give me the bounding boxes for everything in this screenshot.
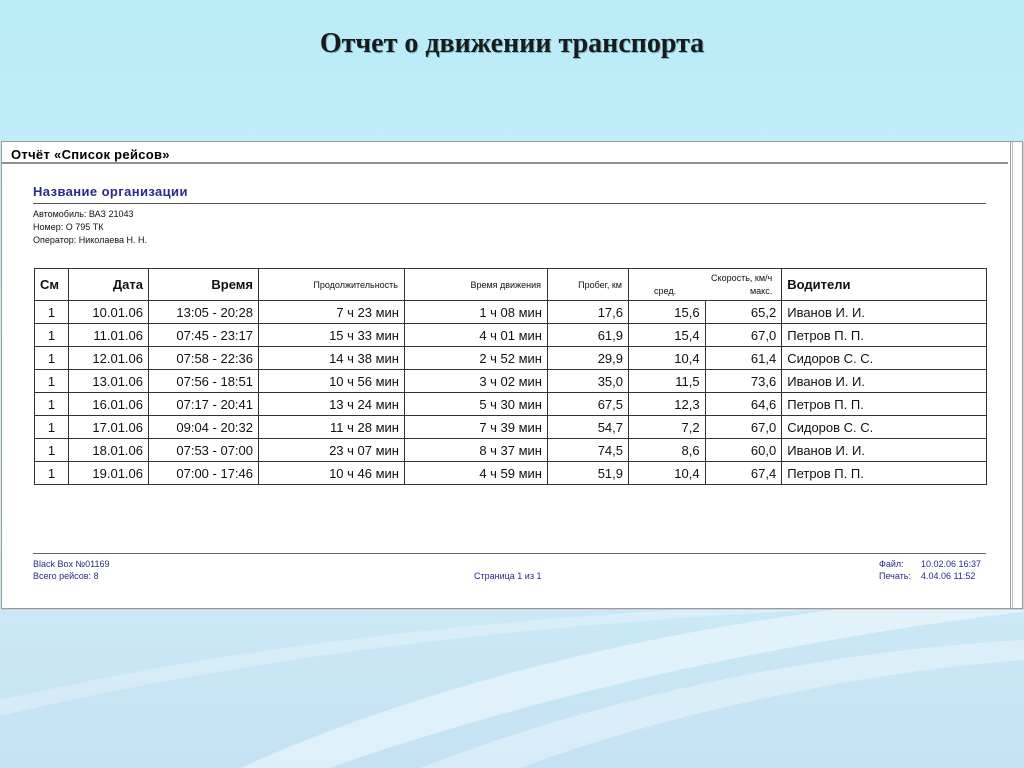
cell-moving-time: 2 ч 52 мин (405, 347, 548, 370)
col-drivers: Водители (782, 269, 987, 301)
file-date (879, 559, 981, 569)
cell-moving-time: 4 ч 59 мин (405, 462, 548, 485)
table-row (35, 393, 987, 416)
col-moving-time: Время движения (405, 269, 548, 301)
table-row (35, 439, 987, 462)
cell-shift: 1 (35, 462, 69, 485)
cell-shift: 1 (35, 393, 69, 416)
organization-divider (33, 203, 986, 204)
cell-speed-avg: 11,5 (629, 370, 706, 393)
cell-time: 07:53 - 07:00 (149, 439, 259, 462)
cell-time: 07:56 - 18:51 (149, 370, 259, 393)
cell-date: 17.01.06 (69, 416, 149, 439)
speed-max-label: макс. (749, 285, 773, 296)
print-label: Печать: (879, 571, 911, 581)
cell-shift: 1 (35, 370, 69, 393)
page-indicator: Страница 1 из 1 (474, 571, 542, 581)
cell-speed-max: 60,0 (705, 439, 782, 462)
cell-time: 09:04 - 20:32 (149, 416, 259, 439)
cell-time: 07:58 - 22:36 (149, 347, 259, 370)
cell-time: 07:17 - 20:41 (149, 393, 259, 416)
cell-shift: 1 (35, 324, 69, 347)
cell-speed-max: 64,6 (705, 393, 782, 416)
cell-distance: 67,5 (548, 393, 629, 416)
cell-driver: Сидоров С. С. (782, 416, 987, 439)
cell-shift: 1 (35, 416, 69, 439)
operator-info: Оператор: Николаева Н. Н. (33, 235, 148, 245)
cell-driver: Иванов И. И. (782, 301, 987, 324)
total-trips: Всего рейсов: 8 (33, 571, 99, 581)
table-row (35, 347, 987, 370)
table-row (35, 416, 987, 439)
cell-duration: 10 ч 46 мин (259, 462, 405, 485)
cell-duration: 14 ч 38 мин (259, 347, 405, 370)
cell-date: 11.01.06 (69, 324, 149, 347)
slide-title: Отчет о движении транспорта (319, 28, 705, 59)
cell-date: 19.01.06 (69, 462, 149, 485)
speed-avg-label: сред. (654, 285, 677, 296)
cell-distance: 51,9 (548, 462, 629, 485)
cell-speed-max: 73,6 (705, 370, 782, 393)
table-row (35, 324, 987, 347)
print-date (879, 571, 975, 581)
cell-distance: 29,9 (548, 347, 629, 370)
cell-distance: 54,7 (548, 416, 629, 439)
cell-shift: 1 (35, 439, 69, 462)
cell-speed-avg: 7,2 (629, 416, 706, 439)
cell-shift: 1 (35, 301, 69, 324)
cell-date: 16.01.06 (69, 393, 149, 416)
table-row (35, 462, 987, 485)
cell-distance: 35,0 (548, 370, 629, 393)
cell-time: 07:45 - 23:17 (149, 324, 259, 347)
cell-speed-avg: 12,3 (629, 393, 706, 416)
col-duration: Продолжительность (259, 269, 405, 301)
cell-driver: Петров П. П. (782, 393, 987, 416)
cell-duration: 23 ч 07 мин (259, 439, 405, 462)
table-row (35, 370, 987, 393)
file-value: 10.02.06 16:37 (921, 559, 982, 569)
cell-driver: Иванов И. И. (782, 370, 987, 393)
cell-moving-time: 8 ч 37 мин (405, 439, 548, 462)
device-id: Black Box №01169 (33, 559, 110, 569)
cell-duration: 11 ч 28 мин (259, 416, 405, 439)
cell-speed-max: 65,2 (705, 301, 782, 324)
print-value: 4.04.06 11:52 (921, 571, 976, 581)
caption-divider (2, 162, 1008, 164)
cell-date: 12.01.06 (69, 347, 149, 370)
cell-speed-max: 61,4 (705, 347, 782, 370)
trips-table (34, 268, 987, 485)
cell-moving-time: 5 ч 30 мин (405, 393, 548, 416)
cell-driver: Сидоров С. С. (782, 347, 987, 370)
cell-time: 13:05 - 20:28 (149, 301, 259, 324)
cell-speed-avg: 15,4 (629, 324, 706, 347)
cell-shift: 1 (35, 347, 69, 370)
footer-divider (33, 553, 986, 554)
cell-date: 18.01.06 (69, 439, 149, 462)
cell-time: 07:00 - 17:46 (149, 462, 259, 485)
cell-speed-avg: 8,6 (629, 439, 706, 462)
vehicle-info: Автомобиль: ВАЗ 21043 (33, 209, 134, 219)
cell-date: 13.01.06 (69, 370, 149, 393)
speed-title: Скорость, км/ч (711, 272, 773, 283)
cell-duration: 15 ч 33 мин (259, 324, 405, 347)
cell-distance: 61,9 (548, 324, 629, 347)
cell-moving-time: 3 ч 02 мин (405, 370, 548, 393)
cell-duration: 13 ч 24 мин (259, 393, 405, 416)
cell-speed-avg: 10,4 (629, 347, 706, 370)
table-header-row (35, 269, 987, 301)
col-date: Дата (69, 269, 149, 301)
cell-moving-time: 4 ч 01 мин (405, 324, 548, 347)
plate-number: Номер: О 795 ТК (33, 222, 104, 232)
cell-duration: 10 ч 56 мин (259, 370, 405, 393)
cell-date: 10.01.06 (69, 301, 149, 324)
col-shift: См (35, 269, 69, 301)
col-speed (629, 269, 782, 301)
cell-speed-max: 67,0 (705, 324, 782, 347)
cell-distance: 74,5 (548, 439, 629, 462)
col-distance: Пробег, км (548, 269, 629, 301)
table-row (35, 301, 987, 324)
cell-speed-avg: 10,4 (629, 462, 706, 485)
cell-distance: 17,6 (548, 301, 629, 324)
report-caption: Отчёт «Список рейсов» (11, 147, 170, 162)
cell-speed-max: 67,4 (705, 462, 782, 485)
cell-driver: Иванов И. И. (782, 439, 987, 462)
cell-driver: Петров П. П. (782, 462, 987, 485)
cell-moving-time: 7 ч 39 мин (405, 416, 548, 439)
report-edge (1010, 142, 1013, 608)
col-time: Время (149, 269, 259, 301)
cell-moving-time: 1 ч 08 мин (405, 301, 548, 324)
cell-duration: 7 ч 23 мин (259, 301, 405, 324)
cell-driver: Петров П. П. (782, 324, 987, 347)
report-image (1, 141, 1023, 609)
cell-speed-avg: 15,6 (629, 301, 706, 324)
file-label: Файл: (879, 559, 904, 569)
organization-name: Название организации (33, 184, 188, 199)
cell-speed-max: 67,0 (705, 416, 782, 439)
